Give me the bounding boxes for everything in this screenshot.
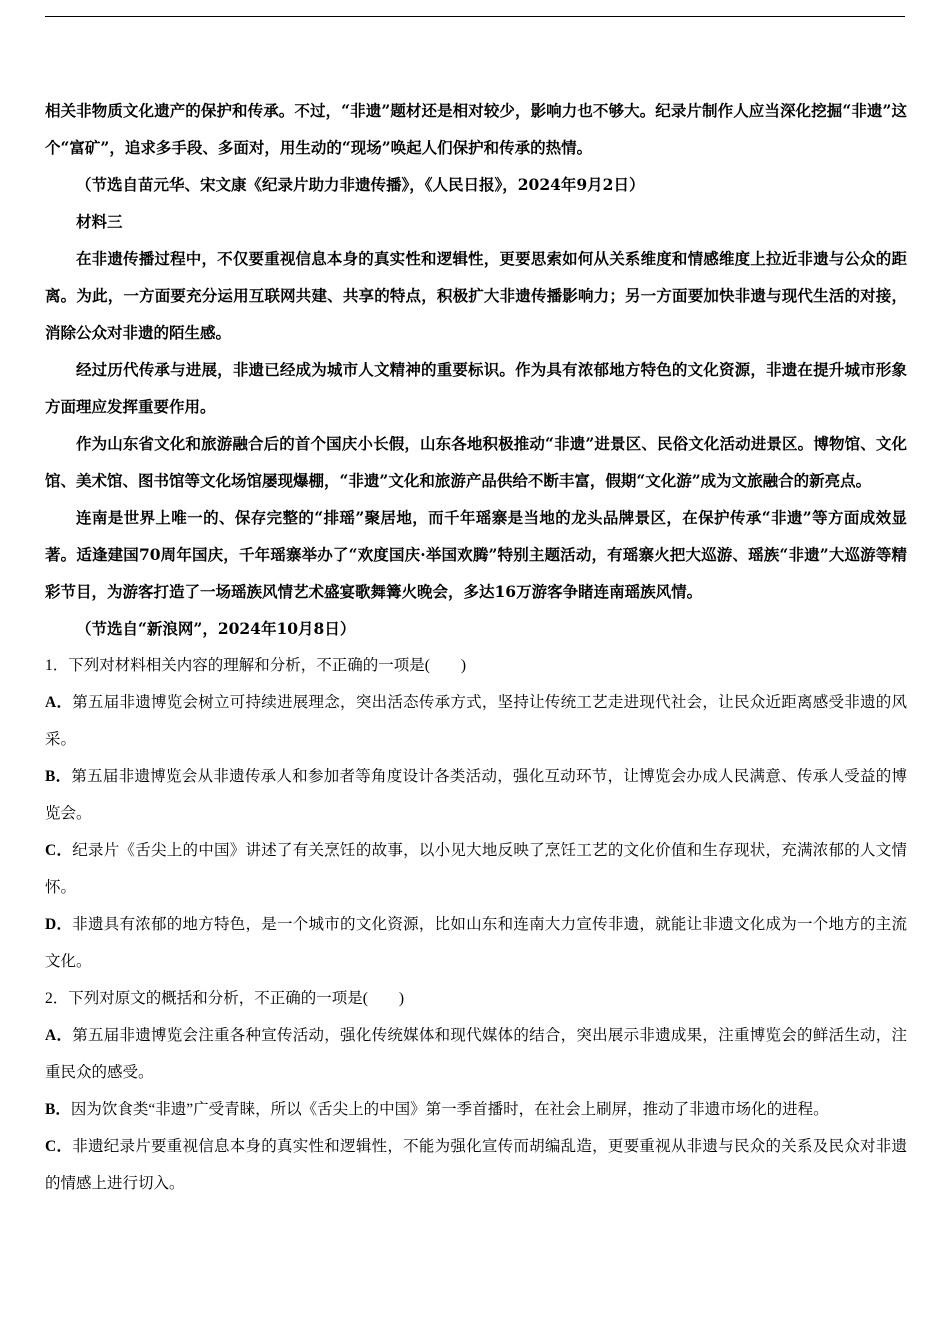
option-text: 非遗具有浓郁的地方特色，是一个城市的文化资源，比如山东和连南大力宣传非遗，就能让非遗文化成为一个地方的主流文化。 [45,916,907,970]
question-1-stem: 1．下列对材料相关内容的理解和分析，不正确的一项是( ) [45,657,467,674]
question-1-option-d [45,906,907,980]
option-letter: B． [45,768,72,785]
option-text: 第五届非遗博览会从非遗传承人和参加者等角度设计各类活动，强化互动环节，让博览会办成人民满意、传承人受益的博览会。 [45,768,907,822]
material3-paragraph-3: 作为山东省文化和旅游融合后的首个国庆小长假，山东各地积极推动“非遗”进景区、民俗文化活动进景区。博物馆、文化馆、美术馆、图书馆等文化场馆屡现爆棚，“非遗”文化和旅游产品供给不断丰富，假期“文化游”成为文旅融合的新亮点。 [45,434,907,490]
material2-source: （节选自苗元华、宋文康《纪录片助力非遗传播》，《人民日报》，2024年9月2日） [76,175,645,194]
document-body [45,92,907,1202]
option-letter: A． [45,1027,73,1044]
material3-paragraph-1: 在非遗传播过程中，不仅要重视信息本身的真实性和逻辑性，更要思索如何从关系维度和情感维度上拉近非遗与公众的距离。为此，一方面要充分运用互联网共建、共享的特点，积极扩大非遗传播影响力；另一方面要加快非遗与现代生活的对接，消除公众对非遗的陌生感。 [45,249,907,342]
material2-tail-paragraph: 相关非物质文化遗产的保护和传承。不过，“非遗”题材还是相对较少，影响力也不够大。纪录片制作人应当深化挖掘“非遗”这个“富矿”，追求多手段、多面对，用生动的“现场”唤起人们保护和传承的热情。 [45,101,907,157]
option-letter: B． [45,1101,71,1118]
question-2-stem: 2．下列对原文的概括和分析，不正确的一项是( ) [45,990,405,1007]
material3-title: 材料三 [76,212,123,231]
option-text: 第五届非遗博览会树立可持续进展理念，突出活态传承方式，坚持让传统工艺走进现代社会，让民众近距离感受非遗的风采。 [45,694,907,748]
option-text: 第五届非遗博览会注重各种宣传活动，强化传统媒体和现代媒体的结合，突出展示非遗成果，注重博览会的鲜活生动，注重民众的感受。 [45,1027,907,1081]
material3-paragraph-2: 经过历代传承与进展，非遗已经成为城市人文精神的重要标识。作为具有浓郁地方特色的文化资源，非遗在提升城市形象方面理应发挥重要作用。 [45,360,907,416]
question-2-option-a [45,1017,907,1091]
option-text: 因为饮食类“非遗”广受青睐，所以《舌尖上的中国》第一季首播时，在社会上刷屏，推动了非遗市场化的进程。 [70,1101,829,1118]
question-1-option-b [45,758,907,832]
option-letter: C． [45,1138,73,1155]
option-text: 纪录片《舌尖上的中国》讲述了有关烹饪的故事，以小见大地反映了烹饪工艺的文化价值和生存现状，充满浓郁的人文情怀。 [45,842,907,896]
material3-source: （节选自“新浪网”，2024年10月8日） [76,619,356,638]
option-letter: D． [45,916,73,933]
option-letter: C． [45,842,73,859]
material3-paragraph-4: 连南是世界上唯一的、保存完整的“排瑶”聚居地，而千年瑶寨是当地的龙头品牌景区，在保护传承“非遗”等方面成效显著。适逢建国70周年国庆，千年瑶寨举办了“欢度国庆·举国欢腾”特别主题活动，有瑶寨火把大巡游、瑶族“非遗”大巡游等精彩节目，为游客打造了一场瑶族风情艺术盛宴歌舞篝火晚会，多达16万游客争睹连南瑶族风情。 [45,508,907,601]
option-letter: A． [45,694,73,711]
question-1-option-c [45,832,907,906]
question-2-option-b [45,1091,907,1128]
header-rule [45,16,905,17]
question-2-option-c [45,1128,907,1202]
option-text: 非遗纪录片要重视信息本身的真实性和逻辑性，不能为强化宣传而胡编乱造，更要重视从非遗与民众的关系及民众对非遗的情感上进行切入。 [45,1138,907,1192]
question-1-option-a [45,684,907,758]
